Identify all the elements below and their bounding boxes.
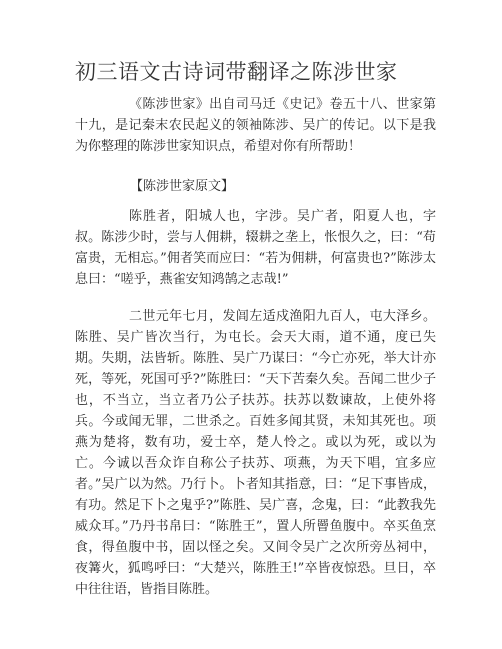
page-title: 初三语文古诗词带翻译之陈涉世家 (75, 60, 398, 84)
body-paragraph: 陈胜者，阳城人也，字涉。吴广者，阳夏人也，字叔。陈涉少时，尝与人佣耕，辍耕之垄上，怅恨久之，曰：“苟富贵，无相忘。”佣者笑而应曰：“若为佣耕，何富贵也?”陈涉太息曰：“嗟乎，燕雀安知鸿鹄之志哉!” (75, 209, 436, 287)
intro-paragraph: 《陈涉世家》出自司马迁《史记》卷五十八、世家第十九，是记秦末农民起义的领袖陈涉、吴广的传记。以下是我为你整理的陈涉世家知识点，希望对你有所帮助！ (75, 97, 436, 154)
section-heading: 【陈涉世家原文】 (130, 179, 235, 194)
body-paragraph: 二世元年七月，发闾左适戍渔阳九百人，屯大泽乡。陈胜、吴广皆次当行，为屯长。会天大雨，道不通，度已失期。失期，法皆斩。陈胜、吴广乃谋曰：“今亡亦死，举大计亦死，等死，死国可乎?”陈胜曰：“天下苦秦久矣。吾闻二世少子也，不当立，当立者乃公子扶苏。扶苏以数谏故，上使外将兵。今或闻无罪，二世杀之。百姓多闻其贤，未知其死也。项燕为楚将，数有功，爱士卒，楚人怜之。或以为死，或以为亡。今诚以吾众诈自称公子扶苏、项燕，为天下唱，宜多应者。”吴广以为然。乃行卜。卜者知其指意，曰：“足下事皆成，有功。然足下卜之鬼乎?”陈胜、吴广喜，念鬼，曰：“此教我先威众耳。”乃丹书帛曰：“陈胜王”，置人所罾鱼腹中。卒买鱼烹食，得鱼腹中书，固以怪之矣。又间令吴广之次所旁丛祠中，夜篝火，狐鸣呼曰：“大楚兴，陈胜王!”卒皆夜惊恐。旦日，卒中往往语，皆指目陈胜。 (75, 309, 436, 597)
